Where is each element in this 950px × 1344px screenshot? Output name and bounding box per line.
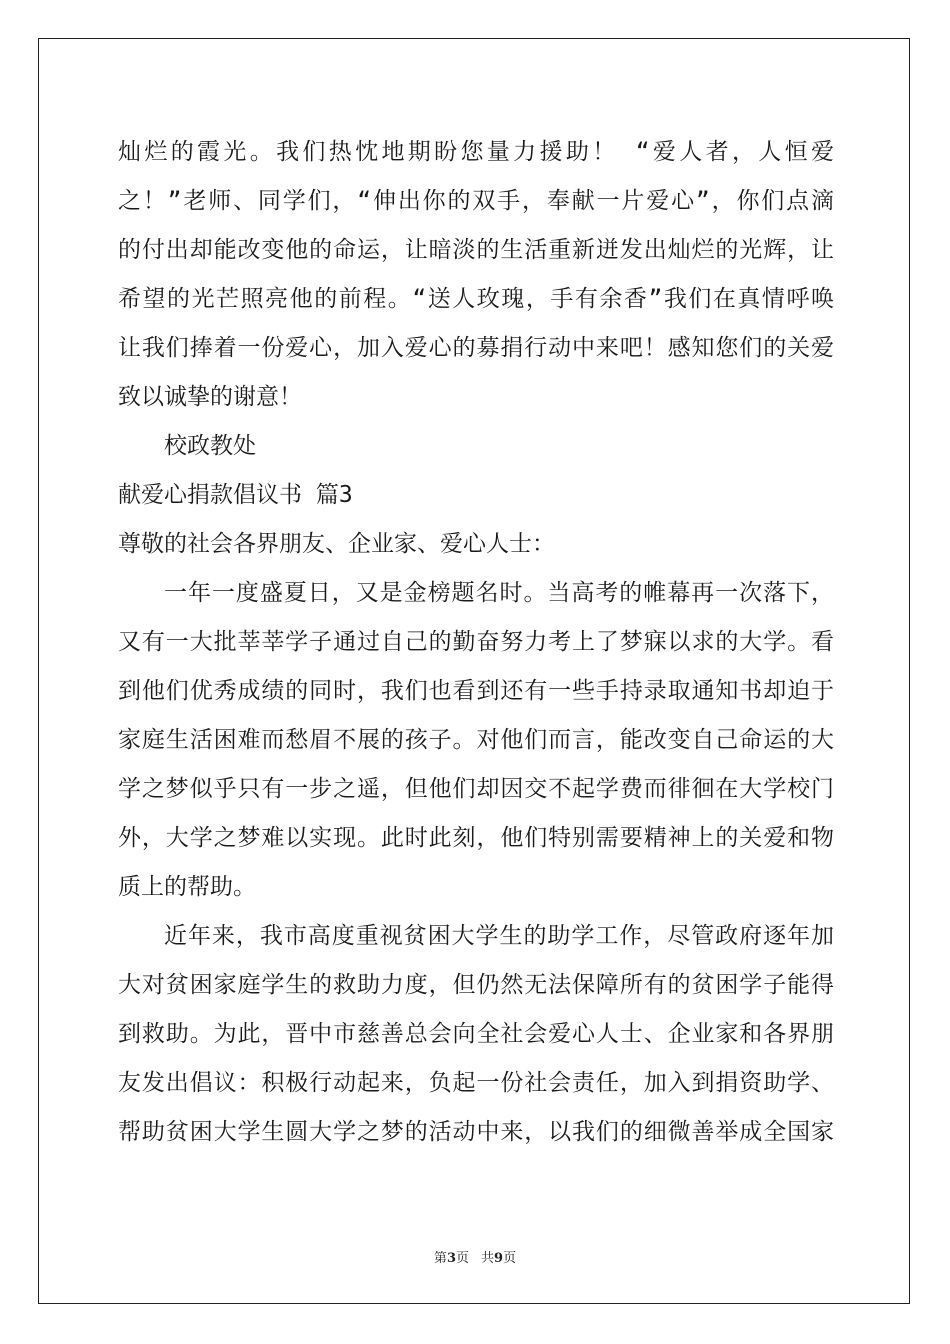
text-line: 又有一大批莘莘学子通过自己的勤奋努力考上了梦寐以求的大学。看 [118, 629, 834, 655]
signature-line: 校政教处 [164, 433, 256, 459]
page-unit: 页 [455, 1251, 469, 1266]
text-line: 近年来，我市高度重视贫困大学生的助学工作，尽管政府逐年加 [164, 923, 834, 949]
text-line: 友发出倡议：积极行动起来，负起一份社会责任，加入到捐资助学、 [118, 1070, 834, 1096]
section-heading: 献爱心捐款倡议书 篇3 [118, 482, 353, 508]
text-line: 让我们捧着一份爱心，加入爱心的募捐行动中来吧！感知您们的关爱 [118, 335, 834, 361]
total-prefix: 共 [481, 1251, 495, 1266]
text-line: 灿烂的霞光。我们热忱地期盼您量力援助！ “爱人者，人恒爱 [118, 139, 834, 165]
text-line: 家庭生活困难而愁眉不展的孩子。对他们而言，能改变自己命运的大 [118, 727, 834, 753]
text-line: 希望的光芒照亮他的前程。“送人玫瑰，手有余香”我们在真情呼唤 [118, 286, 834, 312]
page-footer [0, 1247, 950, 1266]
page-current: 3 [446, 1251, 456, 1266]
page-prefix: 第 [433, 1251, 447, 1266]
text-line: 之！”老师、同学们，“伸出你的双手，奉献一片爱心”，你们点滴 [118, 188, 834, 214]
text-line: 帮助贫困大学生圆大学之梦的活动中来，以我们的细微善举成全国家 [118, 1119, 834, 1145]
text-line: 学之梦似乎只有一步之遥，但他们却因交不起学费而徘徊在大学校门 [118, 776, 834, 802]
total-unit: 页 [503, 1251, 517, 1266]
page-total: 9 [494, 1251, 504, 1266]
salutation: 尊敬的社会各界朋友、企业家、爱心人士： [118, 531, 555, 557]
text-line: 的付出却能改变他的命运，让暗淡的生活重新迸发出灿烂的光辉，让 [118, 237, 834, 263]
document-body [118, 128, 834, 1157]
text-line: 一年一度盛夏日，又是金榜题名时。当高考的帷幕再一次落下， [164, 580, 834, 606]
text-line: 到救助。为此，晋中市慈善总会向全社会爱心人士、企业家和各界朋 [118, 1021, 834, 1047]
text-line: 质上的帮助。 [118, 874, 256, 900]
text-line: 大对贫困家庭学生的救助力度，但仍然无法保障所有的贫困学子能得 [118, 972, 834, 998]
text-line: 致以诚挚的谢意！ [118, 384, 302, 410]
text-line: 外，大学之梦难以实现。此时此刻，他们特别需要精神上的关爱和物 [118, 825, 834, 851]
text-line: 到他们优秀成绩的同时，我们也看到还有一些手持录取通知书却迫于 [118, 678, 834, 704]
